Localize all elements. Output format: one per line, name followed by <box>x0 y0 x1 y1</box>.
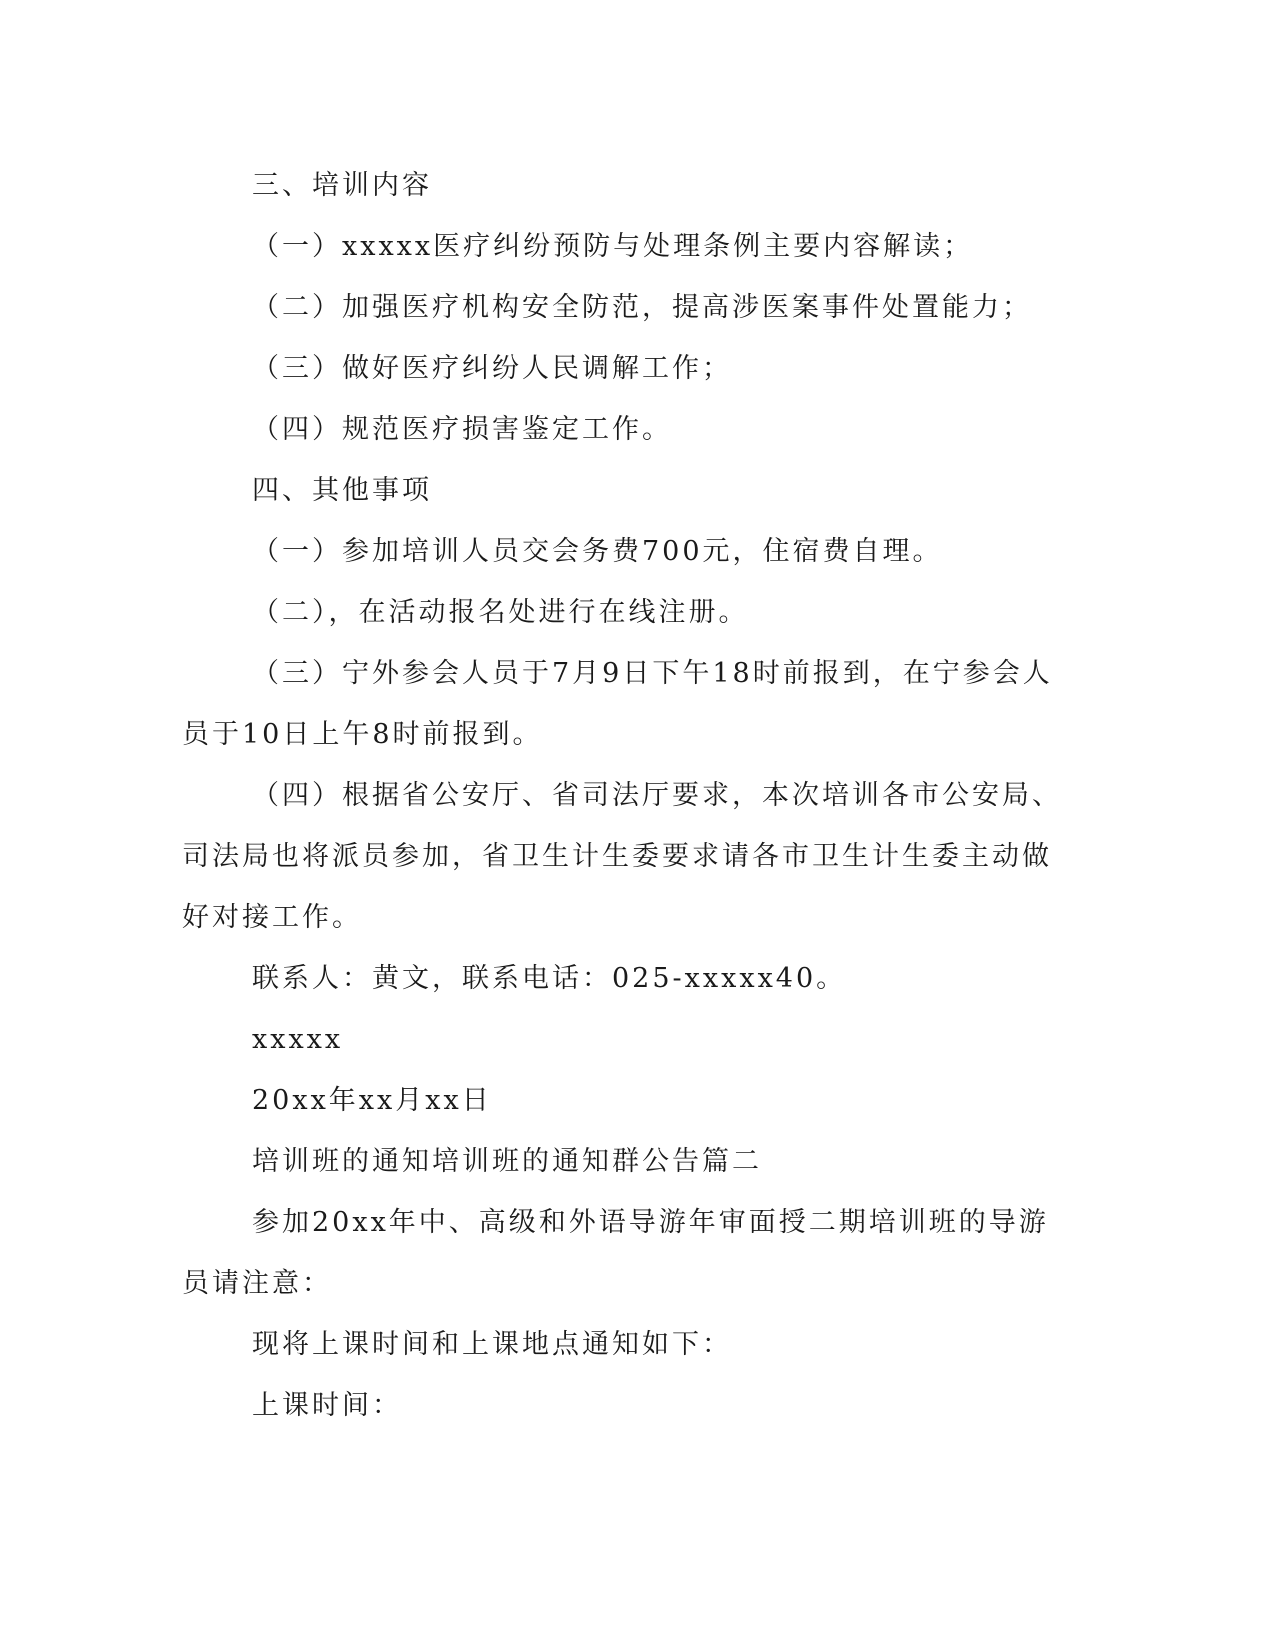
class-time-label: 上课时间： <box>252 1390 402 1421</box>
section-heading-training-content: 三、培训内容 <box>252 170 432 201</box>
training-item-2: （二）加强医疗机构安全防范，提高涉医案事件处置能力； <box>252 292 1032 323</box>
other-item-3: （三）宁外参会人员于7月9日下午18时前报到，在宁参会人员于10日上午8时前报到。 <box>182 658 1053 750</box>
other-item-2: （二），在活动报名处进行在线注册。 <box>252 597 749 628</box>
article-subtitle: 培训班的通知培训班的通知群公告篇二 <box>252 1146 762 1177</box>
contact-line: 联系人：黄文，联系电话：025-xxxxx40。 <box>252 963 847 994</box>
other-item-1: （一）参加培训人员交会务费700元，住宿费自理。 <box>252 536 943 567</box>
training-item-3: （三）做好医疗纠纷人民调解工作； <box>252 353 732 384</box>
other-item-4: （四）根据省公安厅、省司法厅要求，本次培训各市公安局、司法局也将派员参加，省卫生计生委要求请各市卫生计生委主动做好对接工作。 <box>182 780 1062 933</box>
signature-organization: xxxxx <box>252 1024 344 1055</box>
signature-date: 20xx年xx月xx日 <box>252 1085 492 1116</box>
section-heading-other-matters: 四、其他事项 <box>252 475 432 506</box>
notice-intro: 参加20xx年中、高级和外语导游年审面授二期培训班的导游员请注意： <box>182 1207 1049 1299</box>
training-item-4: （四）规范医疗损害鉴定工作。 <box>252 414 672 445</box>
notice-announcement: 现将上课时间和上课地点通知如下： <box>252 1329 732 1360</box>
training-item-1: （一）xxxxx医疗纠纷预防与处理条例主要内容解读； <box>252 231 974 262</box>
document-body <box>182 155 1062 1436</box>
